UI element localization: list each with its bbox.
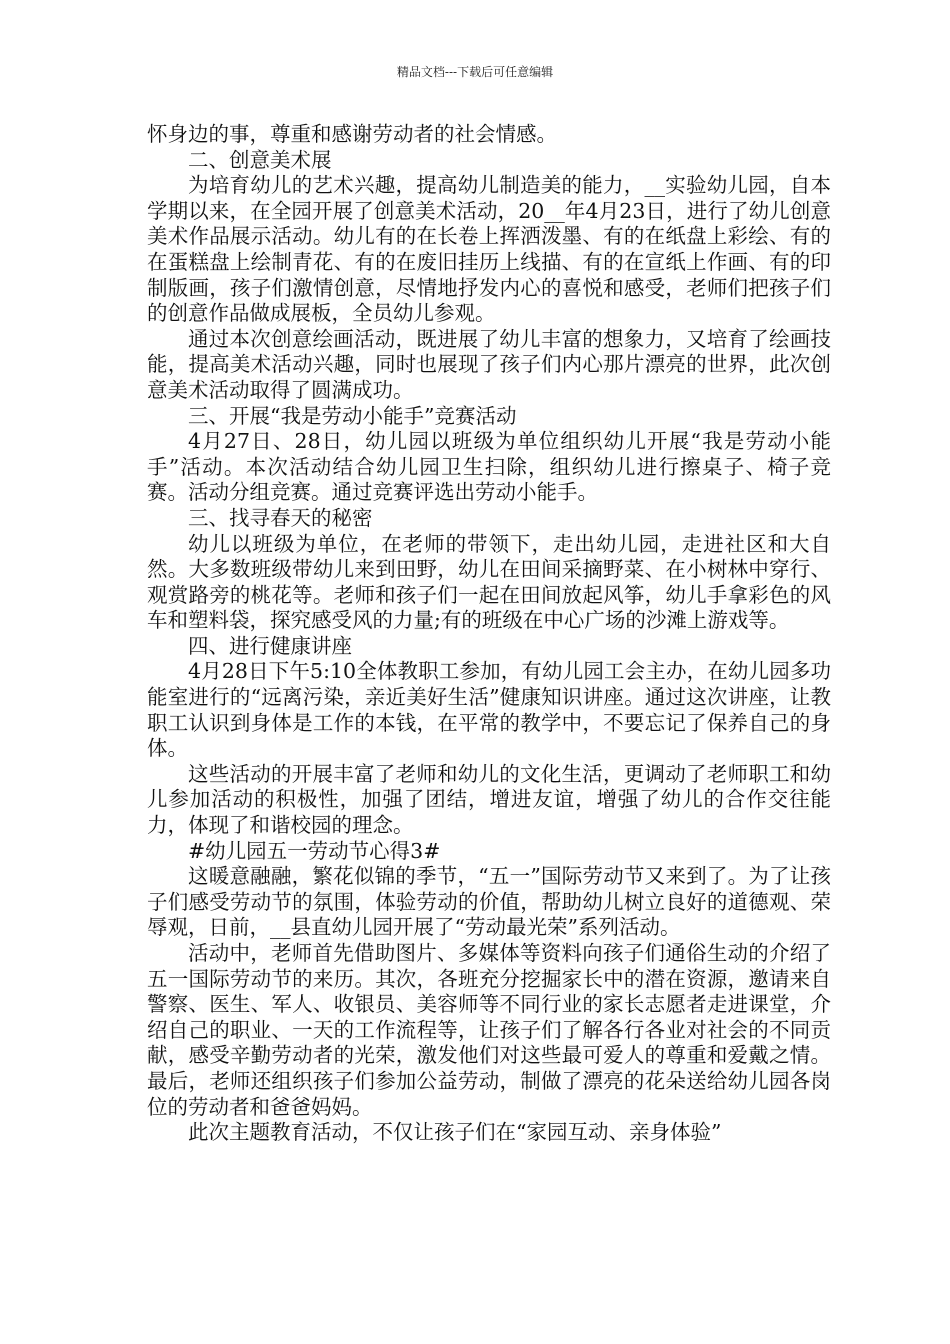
paragraph: 这些活动的开展丰富了老师和幼儿的文化生活，更调动了老师职工和幼儿参加活动的积极性，加强了团结，增进友谊，增强了幼儿的合作交往能力，体现了和谐校园的理念。 [147, 761, 831, 838]
paragraph: 4月28日下午5:10全体教职工参加，有幼儿园工会主办，在幼儿园多功能室进行的“远离污染，亲近美好生活”健康知识讲座。通过这次讲座，让教职工认识到身体是工作的本钱，在平常的教学中，不要忘记了保养自己的身体。 [147, 659, 831, 761]
paragraph: 活动中，老师首先借助图片、多媒体等资料向孩子们通俗生动的介绍了五一国际劳动节的来历。其次，各班充分挖掘家长中的潜在资源，邀请来自警察、医生、军人、收银员、美容师等不同行业的家长志愿者走进课堂，介绍自己的职业、一天的工作流程等，让孩子们了解各行各业对社会的不同贡献，感受辛勤劳动者的光荣，激发他们对这些最可爱人的尊重和爱戴之情。最后，老师还组织孩子们参加公益劳动，制做了漂亮的花朵送给幼儿园各岗位的劳动者和爸爸妈妈。 [147, 941, 831, 1119]
paragraph: 为培育幼儿的艺术兴趣，提高幼儿制造美的能力，__实验幼儿园，自本学期以来，在全园开展了创意美术活动，20__年4月23日，进行了幼儿创意美术作品展示活动。幼儿有的在长卷上挥洒泼墨、有的在纸盘上彩绘、有的在蛋糕盘上绘制青花、有的在废旧挂历上线描、有的在宣纸上作画、有的印制版画，孩子们激情创意，尽情地抒发内心的喜悦和感受，老师们把孩子们的创意作品做成展板，全员幼儿参观。 [147, 173, 831, 326]
paragraph: 幼儿以班级为单位，在老师的带领下，走出幼儿园，走进社区和大自然。大多数班级带幼儿来到田野，幼儿在田间采摘野菜、在小树林中穿行、观赏路旁的桃花等。老师和孩子们一起在田间放起风筝，幼儿手拿彩色的风车和塑料袋，探究感受风的力量;有的班级在中心广场的沙滩上游戏等。 [147, 531, 831, 633]
section-heading-art-exhibition: 二、创意美术展 [188, 147, 332, 172]
section-heading-labor-contest: 三、开展“我是劳动小能手”竞赛活动 [188, 403, 517, 428]
paragraph: 这暖意融融，繁花似锦的季节，“五一”国际劳动节又来到了。为了让孩子们感受劳动节的氛围，体验劳动的价值，帮助幼儿树立良好的道德观、荣辱观，日前，__县直幼儿园开展了“劳动最光荣”系列活动。 [147, 864, 831, 940]
article-title-tag: #幼儿园五一劳动节心得3# [188, 838, 441, 863]
paragraph: 此次主题教育活动，不仅让孩子们在“家园互动、亲身体验” [188, 1120, 722, 1145]
section-heading-spring-secret: 三、找寻春天的秘密 [188, 505, 373, 530]
page-header: 精品文档---下载后可任意编辑 [396, 65, 554, 79]
paragraph: 4月27日、28日，幼儿园以班级为单位组织幼儿开展“我是劳动小能手”活动。本次活动结合幼儿园卫生扫除，组织幼儿进行擦桌子、椅子竞赛。活动分组竞赛。通过竞赛评选出劳动小能手。 [147, 429, 831, 505]
section-heading-health-lecture: 四、进行健康讲座 [188, 633, 352, 658]
paragraph-continuation: 怀身边的事，尊重和感谢劳动者的社会情感。 [147, 122, 557, 146]
document-body [147, 122, 831, 1146]
paragraph: 通过本次创意绘画活动，既进展了幼儿丰富的想象力，又培育了绘画技能，提高美术活动兴趣，同时也展现了孩子们内心那片漂亮的世界，此次创意美术活动取得了圆满成功。 [147, 326, 831, 402]
